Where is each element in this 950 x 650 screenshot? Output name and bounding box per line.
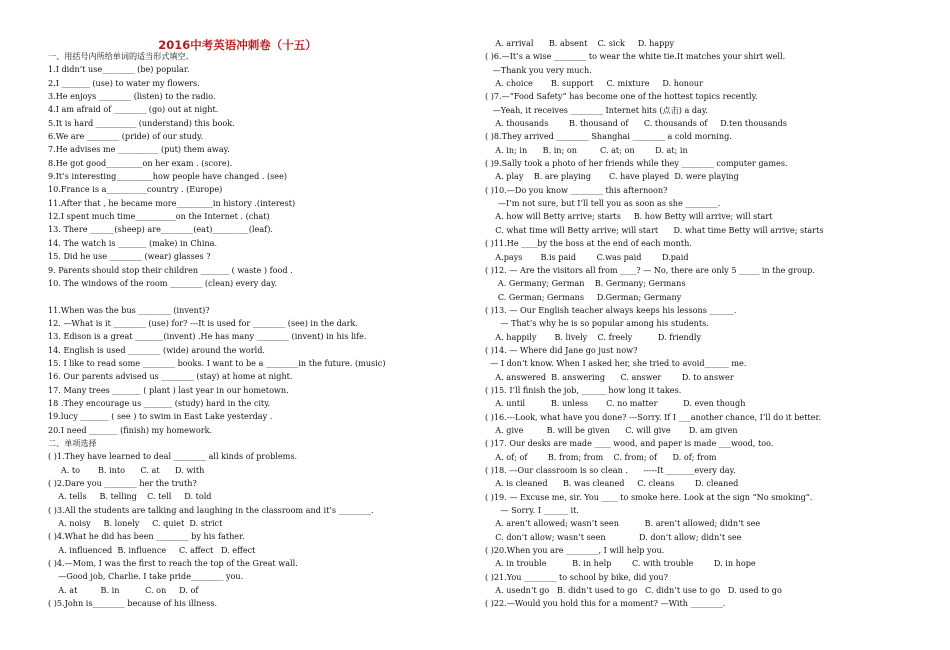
question-line: 17. Many trees _______ ( plant ) last year in our hometown. — [48, 384, 289, 395]
question-line: A.pays B.is paid C.was paid D.paid — [485, 251, 689, 262]
question-line: 19.lucy _______ ( see ) to swim in East Lake yesterday . — [48, 411, 273, 422]
question-line: ( )16.---Look, what have you done? ---Sorry. If I ___another chance, I’ll do it better. — [485, 411, 822, 422]
question-line: A. give B. will be given C. will give D. am given — [485, 424, 738, 435]
question-line: 11.After that , he became more_________in history .(interest) — [48, 197, 296, 208]
question-line: ( )13. — Our English teacher always keeps his lessons ______. — [485, 304, 737, 315]
question-line: A. thousands B. thousand of C. thousands of D.ten thousands — [485, 118, 787, 129]
page-title: 2016中考英语冲刺卷（十五） — [158, 38, 317, 52]
question-line: 12. —What is it ________ (use) for? ---It is used for ________ (see) in the dark. — [48, 317, 358, 328]
question-line: A. happily B. lively C. freely D. friendly — [485, 331, 702, 342]
question-line: A. aren’t allowed; wasn’t seen B. aren’t allowed; didn’t see — [485, 518, 761, 529]
question-line: 8.He got good_________on her exam . (score). — [48, 157, 233, 168]
question-line: 18 .They encourage us _______ (study) hard in the city. — [48, 397, 271, 408]
question-line: ( )18. ---Our classroom is so clean . -----It _______every day. — [485, 465, 736, 475]
question-line: 13. Edison is a great _______(invent) .He has many ________ (invent) in his life. — [48, 331, 367, 342]
question-line — [48, 290, 468, 303]
question-line: A. noisy B. lonely C. quiet D. strict — [48, 518, 223, 529]
question-line: —I’m not sure, but I’ll tell you as soon as she ________. — [485, 198, 721, 209]
question-line: ( )2.Dare you ________ her the truth? — [48, 478, 197, 488]
question-line: 10.France is a__________country . (Europe) — [48, 184, 223, 195]
question-line: ( )10.—Do you know ________ this afternoon? — [485, 184, 668, 195]
question-line: A. arrival B. absent C. sick D. happy — [485, 38, 675, 48]
question-line: A. in trouble B. in help C. with trouble D. in hope — [485, 558, 756, 569]
question-line: ( )17. Our desks are made ____ wood, and paper is made ___wood, too. — [485, 438, 774, 449]
question-line: ( )9.Sally took a photo of her friends while they ________ computer games. — [485, 158, 788, 169]
question-line: ( )21.You ________ to school by bike, did you? — [485, 571, 668, 582]
question-line: —Thank you very much. — [485, 64, 592, 75]
question-line: ( )14. — Where did Jane go just now? — [485, 344, 638, 355]
question-line: 二、单项选择 — [48, 437, 97, 448]
question-line: 16. Our parents advised us ________ (stay) at home at night. — [48, 371, 293, 382]
question-line: A. at B. in C. on D. of — [48, 584, 199, 595]
question-line: —Yeah, it receives ________ Internet hits (点击) a day. — [485, 104, 708, 115]
question-line: ( )3.All the students are talking and laughing in the classroom and it’s ________. — [48, 504, 374, 515]
question-line: A. answered B. answering C. answer D. to answer — [485, 371, 734, 382]
question-line: 20.I need _______ (finish) my homework. — [48, 424, 213, 435]
question-line: ( )5.John is________ because of his illness. — [48, 598, 218, 609]
question-line: A. play B. are playing C. have played D. were playing — [485, 171, 739, 182]
question-line: A. tells B. telling C. tell D. told — [48, 491, 212, 502]
question-line: 1.I didn’t use________ (be) popular. — [48, 64, 190, 75]
question-line: 6.We are ________ (pride) of our study. — [48, 131, 204, 142]
question-line: 15. I like to read some ________ books. I want to be a ________in the future. (music) — [48, 357, 386, 368]
question-line: 2.I _______ (use) to water my flowers. — [48, 77, 200, 88]
question-line: — I don’t know. When I asked her, she tried to avoid______ me. — [485, 358, 747, 369]
question-line: ( )8.They arrived ________ Shanghai ________ a cold morning. — [485, 131, 732, 142]
question-line: A. is cleaned B. was cleaned C. cleans D. cleaned — [485, 478, 739, 489]
question-line: 9.It’s interesting_________how people have changed . (see) — [48, 171, 288, 182]
question-line: A. usedn’t go B. didn’t used to go C. didn’t use to go D. used to go — [485, 585, 782, 596]
question-line: ( )15. I’ll finish the job, ______ how long it takes. — [485, 384, 682, 395]
question-line: A. in; in B. in; on C. at; on D. at; in — [485, 144, 688, 155]
question-line: A. influenced B. influence C. affect D. effect — [48, 544, 256, 555]
question-line: — Sorry. I ______ it. — [485, 505, 579, 516]
question-line: 3.He enjoys ________ (listen) to the radio. — [48, 91, 216, 102]
question-line: ( )7.—“Food Safety” has become one of the hottest topics recently. — [485, 91, 758, 102]
question-line: ( )19. — Excuse me, sir. You ____ to smoke here. Look at the sign “No smoking”. — [485, 491, 813, 502]
question-line: 15. Did he use ________ (wear) glasses ? — [48, 251, 211, 262]
question-line: ( )11.He ____by the boss at the end of each month. — [485, 238, 692, 249]
question-line: A. until B. unless C. no matter D. even though — [485, 398, 746, 409]
question-line: — That’s why he is so popular among his students. — [485, 318, 709, 329]
question-line: 5.It is hard __________ (understand) this book. — [48, 117, 235, 128]
question-line: A. to B. into C. at D. with — [48, 464, 205, 475]
question-line: ( )22.—Would you hold this for a moment? —With ________. — [485, 598, 726, 609]
question-line: 10. The windows of the room ________ (clean) every day. — [48, 277, 278, 288]
question-line: 14. The watch is _______ (make) in China. — [48, 237, 218, 248]
question-line: A. of; of B. from; from C. from; of D. of; from — [485, 451, 717, 462]
right-column — [485, 37, 925, 611]
question-line: 4.I am afraid of ________ (go) out at night. — [48, 104, 219, 115]
question-line: ( )12. — Are the visitors all from ____? — No, there are only 5 _____ in the group. — [485, 264, 815, 275]
question-line: 12.I spent much time__________on the Internet . (chat) — [48, 211, 270, 222]
question-line: 7.He advises me __________ (put) them away. — [48, 144, 230, 155]
question-line: 14. English is used ________ (wide) around the world. — [48, 344, 265, 355]
question-line: 11.When was the bus ________ (invent)? — [48, 304, 210, 315]
question-line: 13. There ______(sheep) are________(eat)_________(leaf). — [48, 224, 273, 235]
question-line: C. don’t allow; wasn’t seen D. don’t allow; didn’t see — [485, 531, 742, 542]
question-line: ( )4.What he did has been ________ by his father. — [48, 531, 245, 542]
question-line: 一、用括号内所给单词的适当形式填空。 — [48, 51, 194, 61]
question-line: 9. Parents should stop their children _______ ( waste ) food . — [48, 264, 293, 275]
question-line: —Good job, Charlie. I take pride________ you. — [48, 571, 244, 582]
question-line: C. German; Germans D.German; Germany — [485, 291, 682, 302]
question-line: ( )20.When you are ________, I will help you. — [485, 545, 665, 556]
left-column — [48, 50, 468, 610]
question-line: ( )1.They have learned to deal ________ all kinds of problems. — [48, 451, 298, 462]
question-line: A. choice B. support C. mixture D. honour — [485, 78, 703, 89]
question-line: A. Germany; German B. Germany; Germans — [485, 278, 686, 289]
question-line: ( )6.—It’s a wise ________ to wear the white tie.It matches your shirt well. — [485, 51, 786, 62]
question-line: ( )4.—Mom, I was the first to reach the top of the Great wall. — [48, 558, 298, 569]
question-line: C. what time will Betty arrive; will start D. what time Betty will arrive; starts — [485, 224, 824, 235]
question-line: A. how will Betty arrive; starts B. how Betty will arrive; will start — [485, 211, 773, 222]
